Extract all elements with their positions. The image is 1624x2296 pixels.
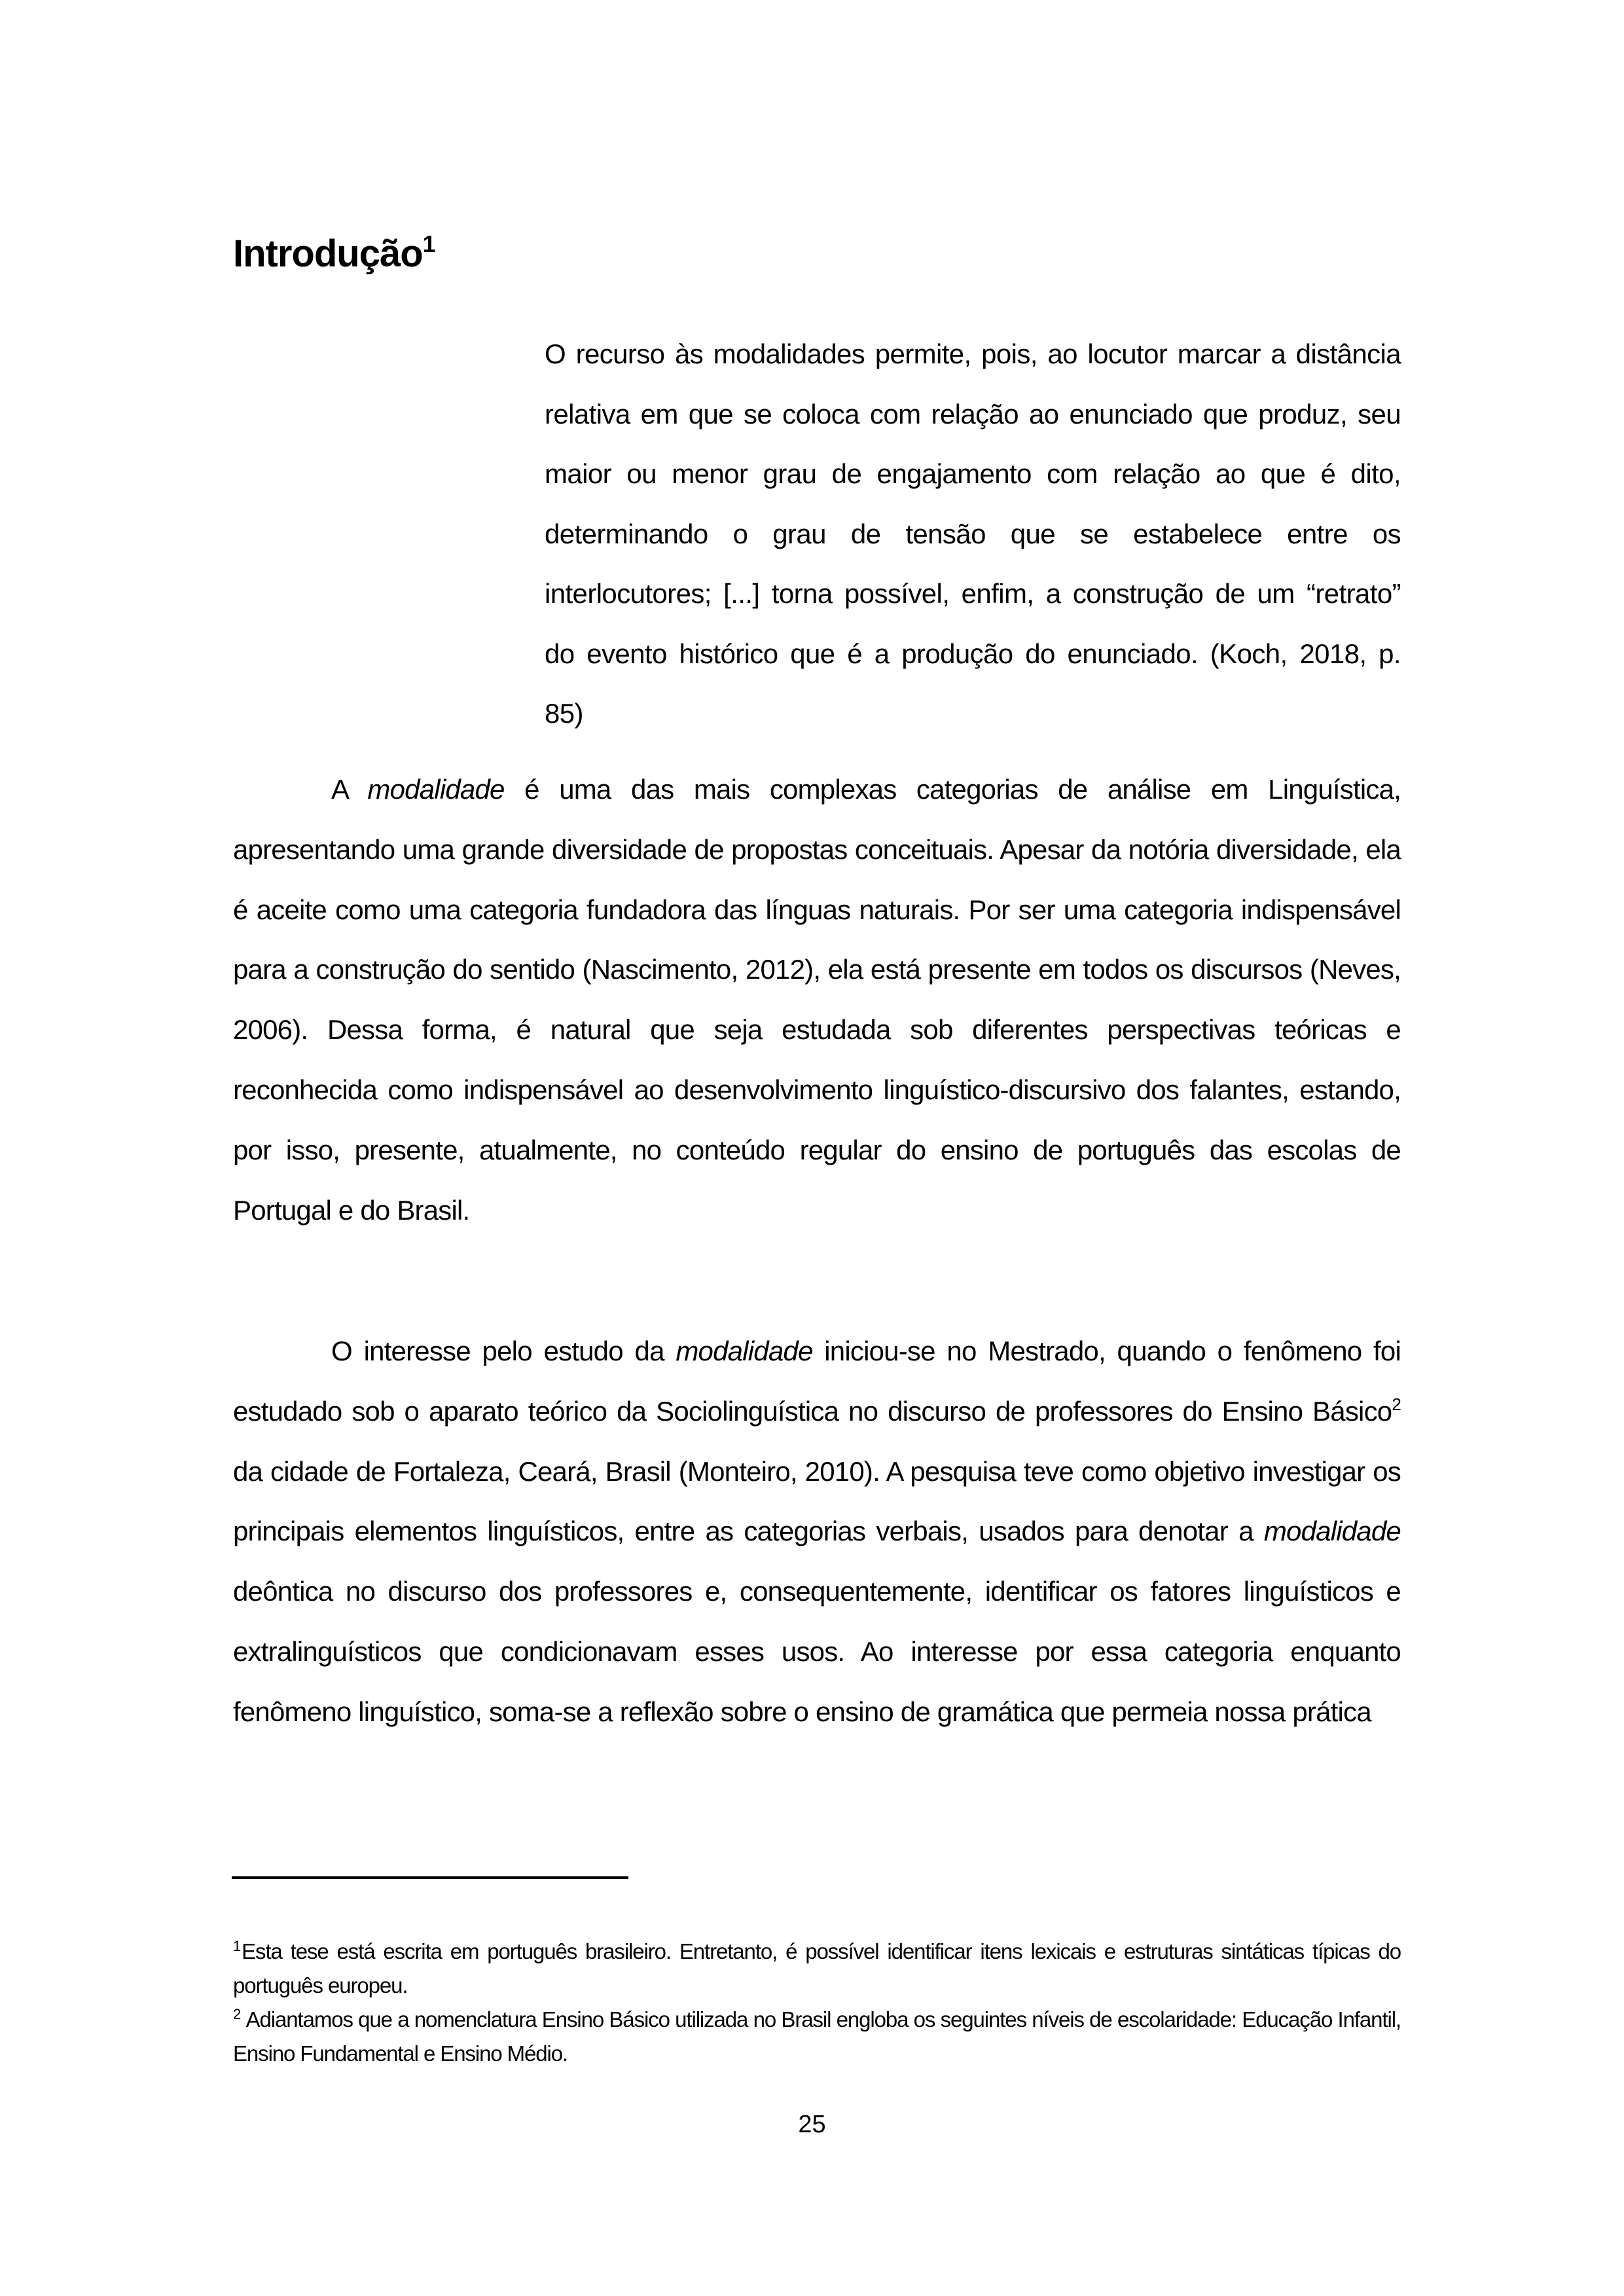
paragraph-text: iniciou-se no Mestrado, quando o fenômeno foi estudado sob o aparato teórico da Sociolinguística no discurso de professores do Ensino Básico [233, 1336, 1401, 1427]
block-quote: O recurso às modalidades permite, pois, ao locutor marcar a distância relativa em que se coloca com relação ao enunciado que produz, seu maior ou menor grau de engajamento com relação ao que é dito, determinando o grau de tensão que se estabelece entre os interlocutores; [...] torna possível, enfim, a construção de um “retrato” do evento histórico que é a produção do enunciado. (Koch, 2018, p. 85) [545, 338, 1401, 729]
italic-term: modalidade [1263, 1516, 1401, 1547]
heading-title: Introdução [233, 232, 423, 275]
footnote-1 [233, 1935, 1401, 2003]
italic-term: modalidade [367, 774, 505, 805]
footnote-ref-2[interactable]: 2 [1392, 1394, 1401, 1414]
paragraph-text: O interesse pelo estudo da [331, 1336, 676, 1366]
section-heading [233, 230, 435, 276]
footnotes [233, 1935, 1401, 2071]
page-number: 25 [798, 2111, 826, 2138]
body-paragraph-1 [233, 759, 1401, 1240]
footnote-ref-1[interactable]: 1 [422, 230, 435, 257]
footnote-separator [232, 1876, 628, 1879]
paragraph-text: deôntica no discurso dos professores e, consequentemente, identificar os fatores linguísticos e extralinguísticos que condicionavam esses usos. Ao interesse por essa categoria enquanto fenômeno linguístico, soma-se a reflexão sobre o ensino de gramática que permeia nossa prática [233, 1576, 1401, 1727]
body-paragraph-2 [233, 1321, 1401, 1742]
footnote-number: 2 [233, 2006, 241, 2022]
footnote-text: Esta tese está escrita em português brasileiro. Entretanto, é possível identificar itens lexicais e estruturas sintáticas típicas do português europeu. [233, 1939, 1401, 1997]
footnote-number: 1 [233, 1938, 241, 1954]
footnote-text: Adiantamos que a nomenclatura Ensino Básico utilizada no Brasil engloba os seguintes níveis de escolaridade: Educação Infantil, Ensino Fundamental e Ensino Médio. [233, 2007, 1401, 2066]
footnote-2 [233, 2003, 1401, 2071]
paragraph-text: é uma das mais complexas categorias de análise em Linguística, apresentando uma grande diversidade de propostas conceituais. Apesar da notória diversidade, ela é aceite como uma categoria fundadora das línguas naturais. Por ser uma categoria indispensável para a construção do sentido (Nascimento, 2012), ela está presente em todos os discursos (Neves, 2006). Dessa forma, é natural que seja estudada sob diferentes perspectivas teóricas e reconhecida como indispensável ao desenvolvimento linguístico-discursivo dos falantes, estando, por isso, presente, atualmente, no conteúdo regular do ensino de português das escolas de Portugal e do Brasil. [233, 774, 1401, 1226]
italic-term: modalidade [676, 1336, 813, 1366]
paragraph-text: da cidade de Fortaleza, Ceará, Brasil (Monteiro, 2010). A pesquisa teve como objetivo investigar os principais elementos linguísticos, entre as categorias verbais, usados para denotar a [233, 1455, 1401, 1547]
paragraph-text: A [331, 774, 368, 805]
